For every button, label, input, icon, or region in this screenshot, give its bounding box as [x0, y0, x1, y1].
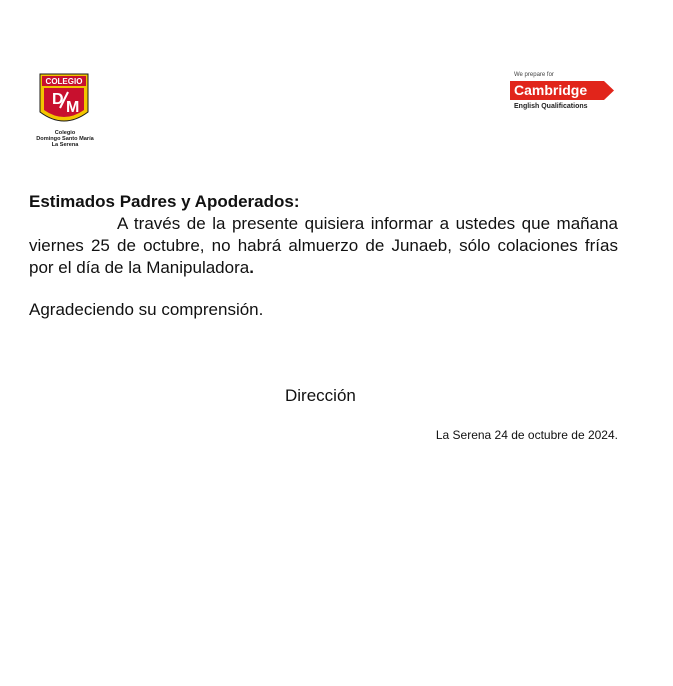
cambridge-subtitle: English Qualifications	[514, 103, 588, 110]
cambridge-name: Cambridge	[514, 82, 588, 98]
cambridge-tagline: We prepare for	[514, 72, 554, 78]
caption-line-2: Domingo Santo María	[36, 136, 94, 142]
announcement-text: A través de la presente quisiera informar a ustedes que mañana viernes 25 de octubre, no habrá almuerzo de Junaeb, sólo colaciones frías por el día de la Manipuladora	[29, 214, 618, 277]
crest-initial-d: D	[52, 91, 64, 108]
school-caption	[30, 130, 100, 148]
date-line: La Serena 24 de octubre de 2024.	[435, 428, 618, 442]
crest-name: COLEGIO	[45, 77, 83, 86]
crest-initial-m: M	[66, 99, 80, 116]
announcement-end: .	[249, 258, 254, 277]
letter-body	[29, 191, 618, 321]
cambridge-logo	[508, 72, 618, 116]
caption-line-3: La Serena	[51, 142, 79, 148]
signature: Dirección	[285, 386, 356, 405]
school-crest-icon	[30, 72, 100, 130]
caption-line-1: Colegio	[54, 130, 76, 136]
announcement-paragraph	[29, 213, 618, 279]
closing: Agradeciendo su comprensión.	[29, 300, 264, 319]
salutation: Estimados Padres y Apoderados:	[29, 192, 300, 211]
